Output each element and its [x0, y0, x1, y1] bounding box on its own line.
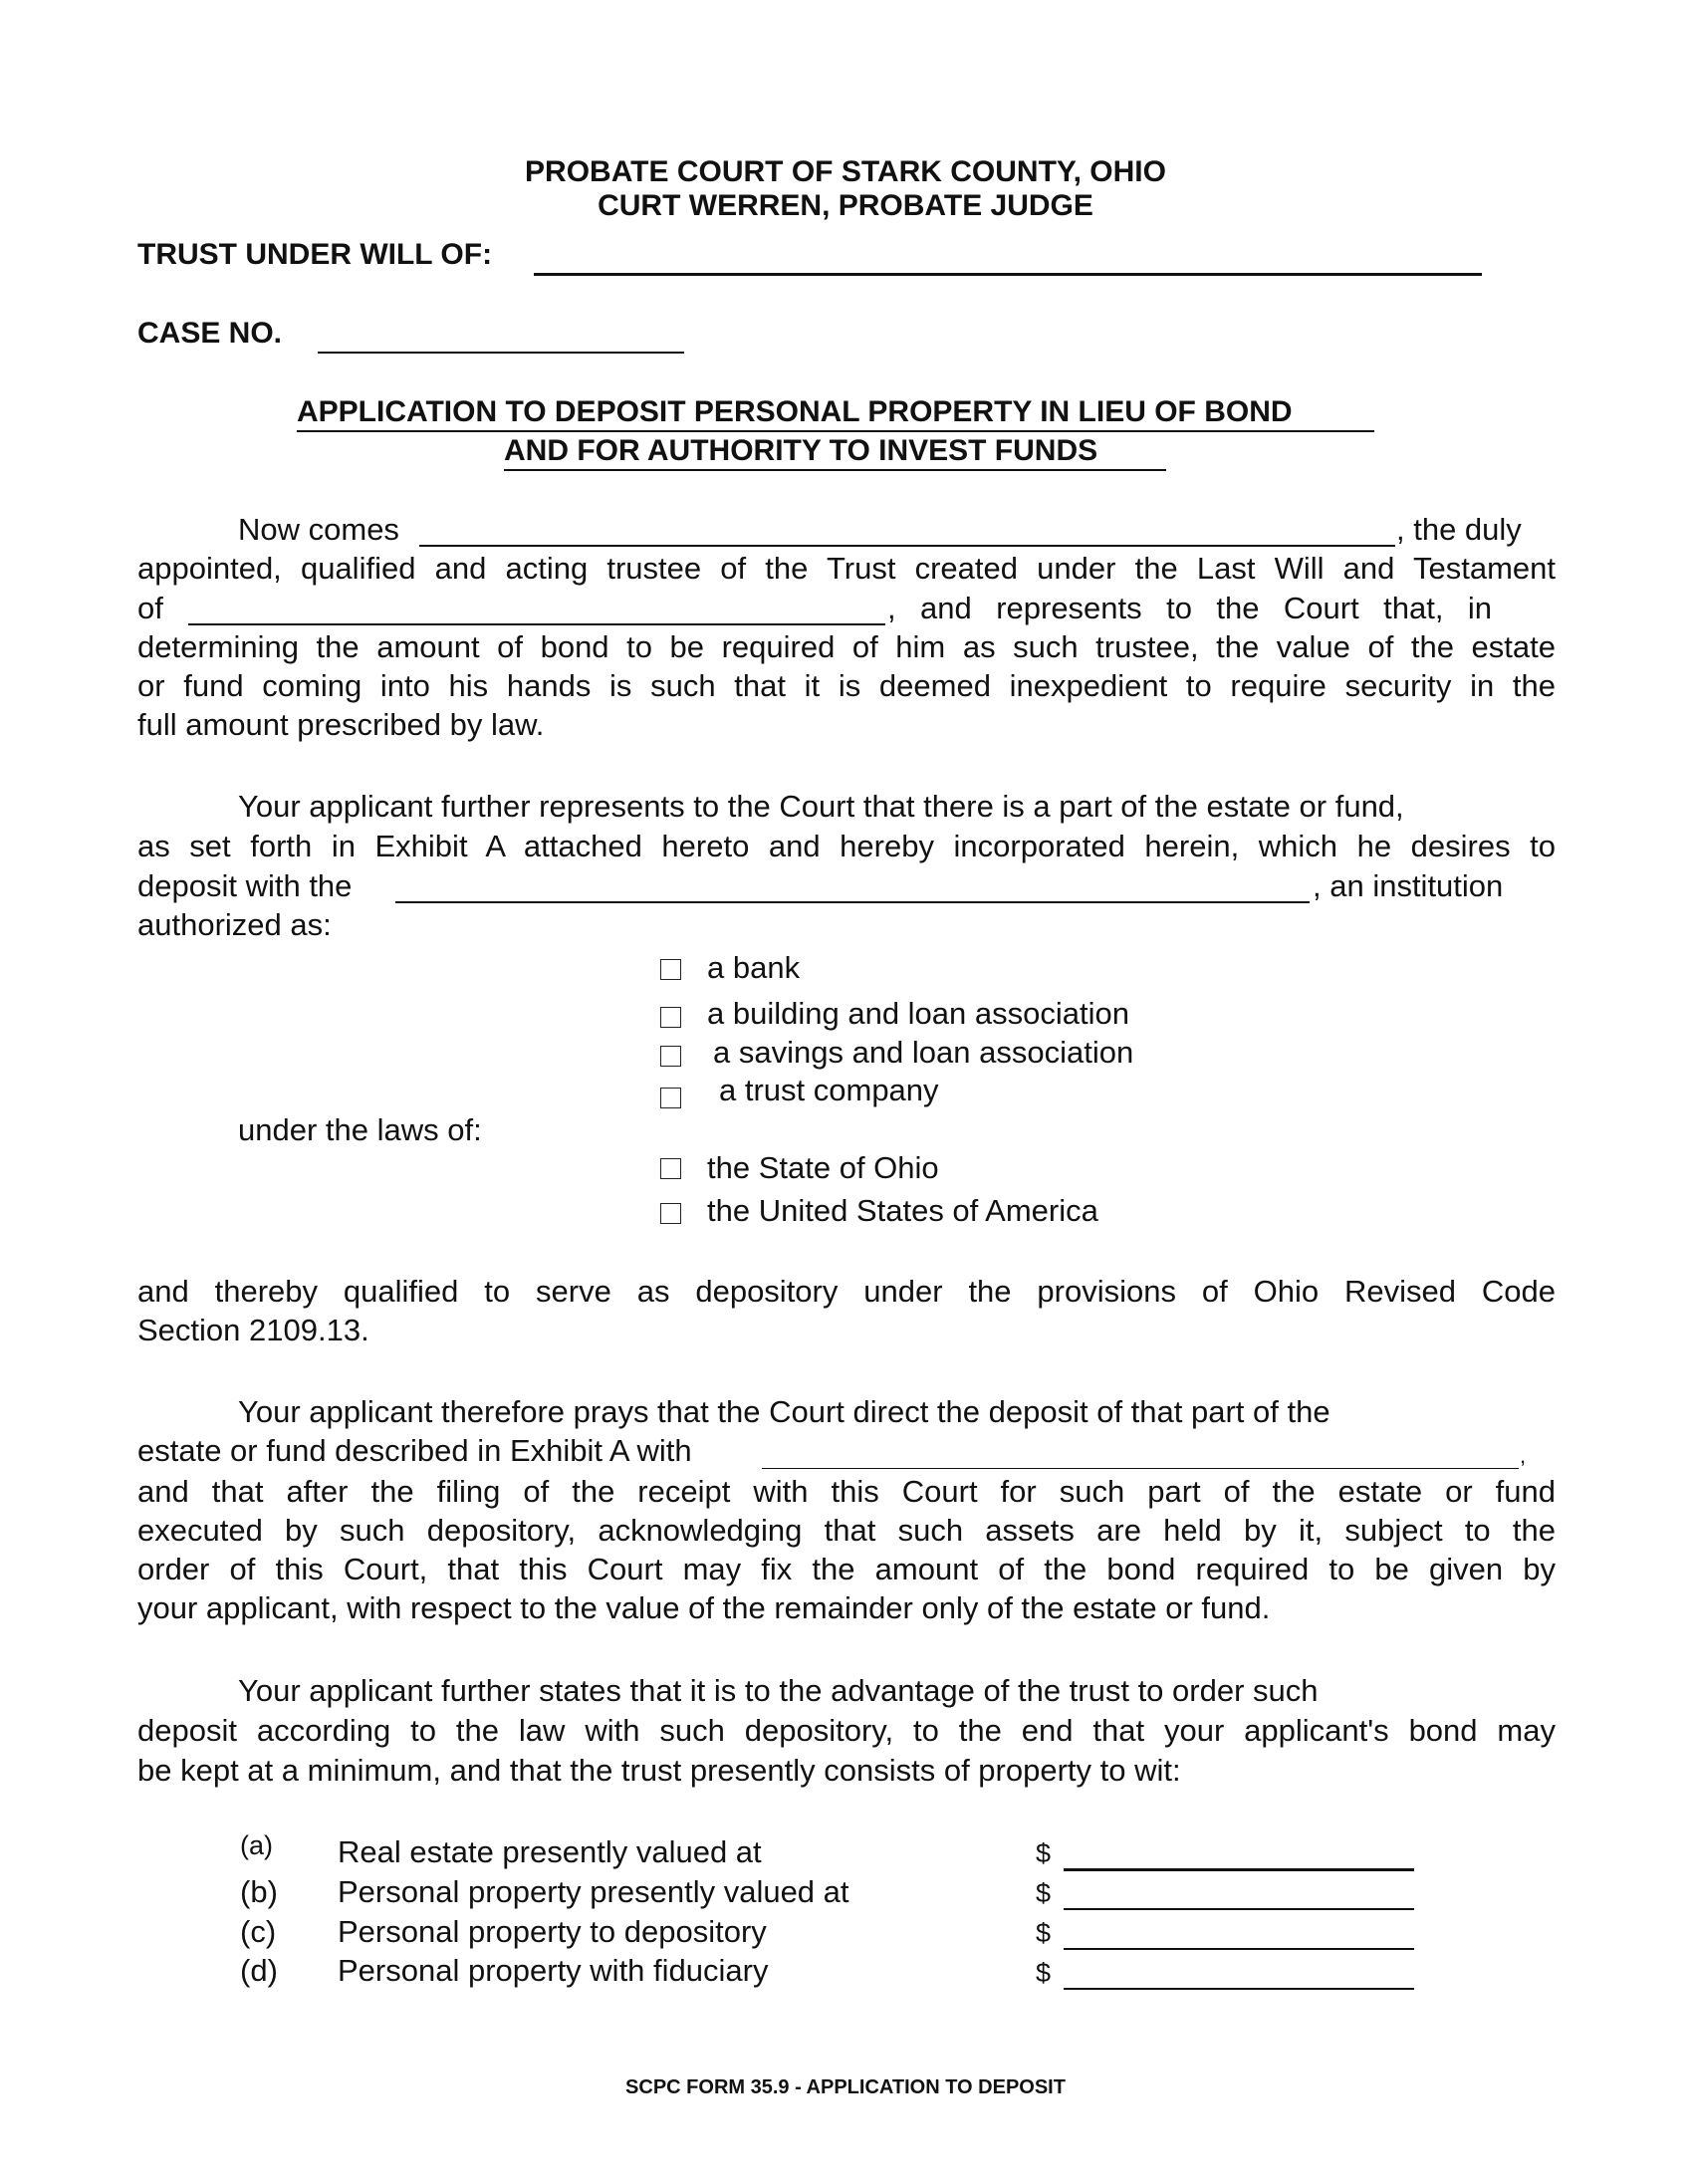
case-no-label: CASE NO. — [137, 317, 283, 350]
of-text: of — [137, 591, 163, 625]
form-footer: SCPC FORM 35.9 - APPLICATION TO DEPOSIT — [625, 2076, 1066, 2098]
para3-line2: Section 2109.13. — [137, 1313, 369, 1347]
court-name: PROBATE COURT OF STARK COUNTY, OHIO — [525, 155, 1166, 188]
item-c-currency: $ — [1036, 1918, 1052, 1948]
para5-line2: deposit according to the law with such depository, to the end that your applicant's bond may — [137, 1713, 1556, 1748]
authorized-as-text: authorized as: — [137, 907, 332, 942]
item-d-amount-field[interactable] — [1064, 1988, 1414, 1990]
para4-line4: executed by such depository, acknowledging that such assets are held by it, subject to the — [137, 1513, 1556, 1548]
para1-line5: or fund coming into his hands is such that it is deemed inexpedient to require security in the — [137, 668, 1556, 703]
item-b-amount-field[interactable] — [1064, 1908, 1414, 1910]
item-d-currency: $ — [1036, 1958, 1052, 1988]
item-b-letter: (b) — [240, 1874, 278, 1909]
option-trust-company-label: a trust company — [719, 1073, 939, 1107]
option-bank-label: a bank — [707, 950, 801, 985]
para4-line3: and that after the filing of the receipt with this Court for such part of the estate or fund — [137, 1474, 1556, 1509]
item-a-letter: (a) — [240, 1830, 273, 1860]
item-d-label: Personal property with fiduciary — [338, 1953, 769, 1988]
option-state-ohio-label: the State of Ohio — [707, 1150, 939, 1185]
institution-text: , an institution — [1313, 868, 1504, 903]
para1-line4: determining the amount of bond to be required of him as such trustee, the value of the estate — [137, 629, 1556, 664]
comma-text: , — [1520, 1443, 1527, 1468]
case-no-field[interactable] — [318, 352, 684, 354]
now-comes-text: Now comes — [238, 512, 399, 547]
form-title-line2: AND FOR AUTHORITY TO INVEST FUNDS — [504, 434, 1098, 467]
title-underline-1 — [297, 430, 1374, 432]
depository-name-field[interactable] — [395, 901, 1310, 903]
option-united-states-label: the United States of America — [707, 1193, 1098, 1228]
the-duly-text: , the duly — [1396, 512, 1522, 547]
trust-under-will-field[interactable] — [534, 273, 1482, 276]
item-a-currency: $ — [1036, 1838, 1052, 1868]
item-c-letter: (c) — [240, 1914, 277, 1949]
item-a-label: Real estate presently valued at — [338, 1834, 762, 1869]
para2-line1: Your applicant further represents to the Court that there is a part of the estate or fund, — [238, 789, 1404, 824]
depository-field-2[interactable] — [762, 1468, 1519, 1469]
checkbox-state-ohio[interactable] — [660, 1158, 681, 1179]
checkbox-building-loan[interactable] — [660, 1007, 681, 1028]
item-a-amount-field[interactable] — [1064, 1868, 1414, 1871]
para2-line2: as set forth in Exhibit A attached hereto and hereby incorporated herein, which he desires to — [137, 829, 1556, 863]
under-laws-label: under the laws of: — [238, 1112, 482, 1147]
item-c-amount-field[interactable] — [1064, 1948, 1414, 1950]
trust-under-will-label: TRUST UNDER WILL OF: — [137, 238, 493, 271]
form-title-line1: APPLICATION TO DEPOSIT PERSONAL PROPERTY IN LIEU OF BOND — [297, 395, 1293, 428]
checkbox-bank[interactable] — [660, 959, 681, 980]
deposit-with-text: deposit with the — [137, 868, 353, 903]
trustee-name-field[interactable] — [419, 545, 1395, 547]
checkbox-savings-loan[interactable] — [660, 1046, 681, 1067]
para3-line1: and thereby qualified to serve as depository under the provisions of Ohio Revised Code — [137, 1274, 1556, 1309]
para1-line6: full amount prescribed by law. — [137, 707, 545, 742]
para4-line1: Your applicant therefore prays that the Court direct the deposit of that part of the — [238, 1394, 1330, 1429]
represents-text: , and represents to the Court that, in — [887, 591, 1492, 625]
option-building-loan-label: a building and loan association — [707, 996, 1129, 1031]
item-b-currency: $ — [1036, 1878, 1052, 1908]
title-underline-2 — [504, 469, 1166, 471]
para4-line6: your applicant, with respect to the value of the remainder only of the estate or fund. — [137, 1590, 1271, 1625]
item-b-label: Personal property presently valued at — [338, 1874, 849, 1909]
checkbox-united-states[interactable] — [660, 1203, 681, 1224]
option-savings-loan-label: a savings and loan association — [713, 1035, 1134, 1070]
para4-line5: order of this Court, that this Court may fix the amount of the bond required to be given by — [137, 1552, 1556, 1586]
item-c-label: Personal property to depository — [338, 1914, 767, 1949]
para1-line2: appointed, qualified and acting trustee of the Trust created under the Last Will and Testament — [137, 551, 1556, 586]
judge-name: CURT WERREN, PROBATE JUDGE — [598, 189, 1093, 222]
para5-line3: be kept at a minimum, and that the trust presently consists of property to wit: — [137, 1753, 1181, 1788]
item-d-letter: (d) — [240, 1953, 278, 1988]
checkbox-trust-company[interactable] — [660, 1088, 681, 1108]
para4-line2: estate or fund described in Exhibit A with — [137, 1433, 692, 1468]
testator-name-field[interactable] — [188, 623, 885, 625]
para5-line1: Your applicant further states that it is to the advantage of the trust to order such — [238, 1673, 1319, 1708]
